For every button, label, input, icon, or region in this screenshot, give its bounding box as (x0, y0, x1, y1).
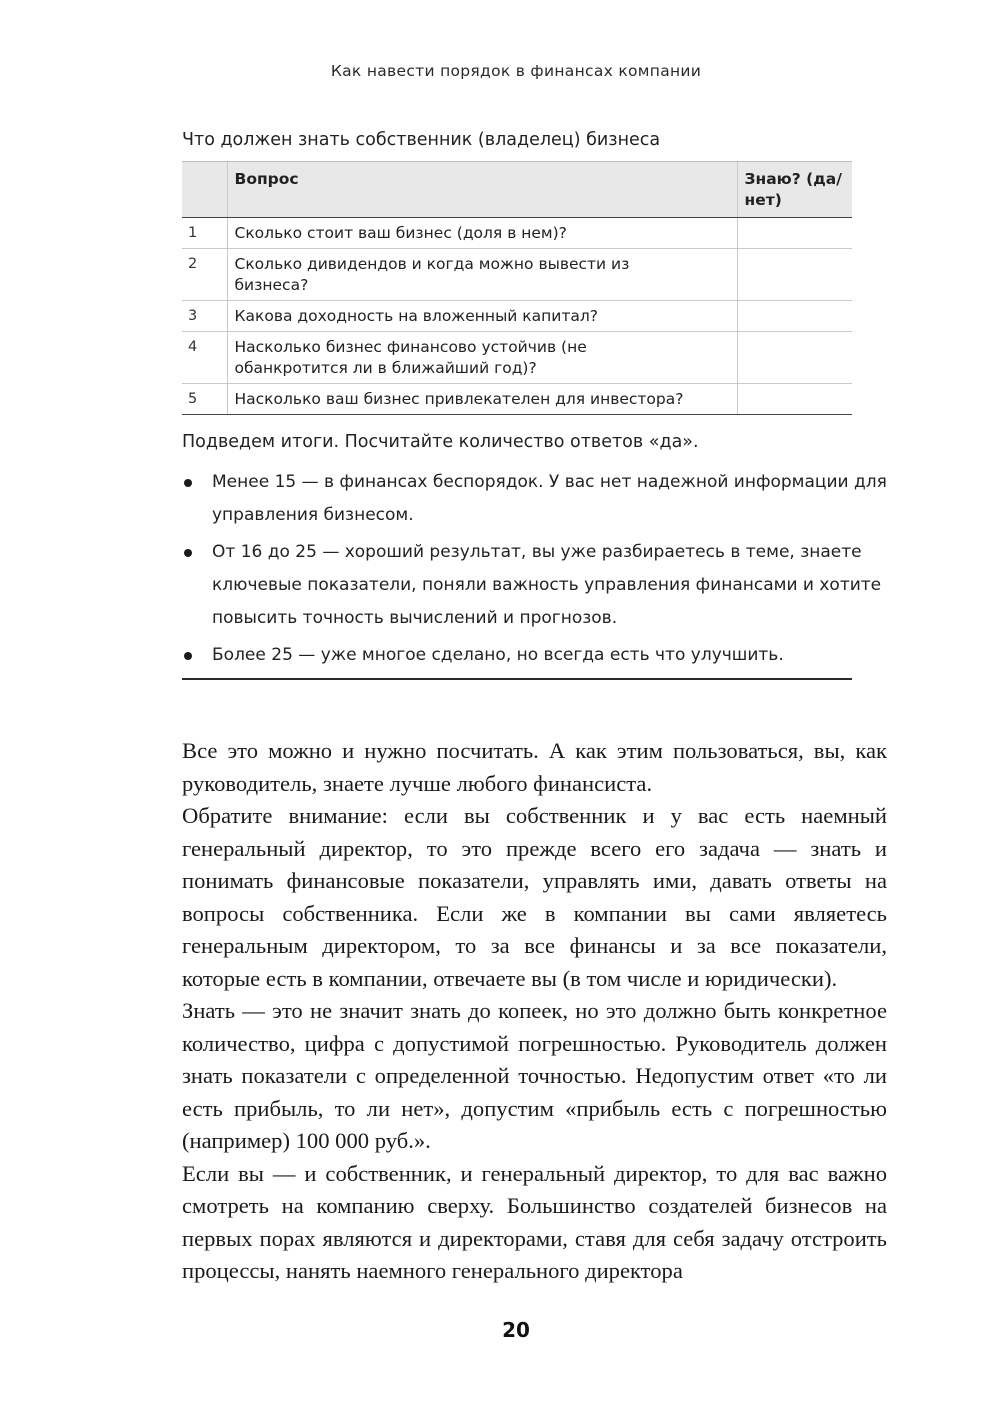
row-number: 3 (182, 301, 227, 332)
owner-questions-table (182, 161, 852, 415)
running-head: Как навести порядок в финансах компании (330, 62, 702, 80)
list-item (182, 639, 887, 672)
bullet-text: Более 25 — уже многое сделано, но всегда есть что улучшить. (212, 645, 784, 665)
row-question (227, 249, 737, 301)
table-header-row (182, 162, 852, 218)
row-answer (737, 249, 852, 301)
bullet-icon (184, 652, 192, 660)
bullet-icon (184, 479, 192, 487)
summary-intro: Подведем итоги. Посчитайте количество ответов «да». (182, 432, 699, 452)
result-bullet-list (182, 466, 887, 676)
bullet-text: От 16 до 25 — хороший результат, вы уже разбираетесь в теме, знаете ключевые показатели, поняли важность управления финансами и хотите повысить точность вычислений и прогнозов. (212, 542, 882, 628)
row-number: 4 (182, 332, 227, 384)
row-number: 5 (182, 384, 227, 415)
row-question-text: Сколько дивидендов и когда можно вывести из бизнеса? (234, 255, 630, 294)
list-item (182, 536, 887, 635)
paragraph: Если вы — и собственник, и генеральный директор, то для вас важно смотреть на компанию сверху. Большинство создателей бизнесов на первых порах являются и директорами, ставя для себя задачу отстроить процессы, нанять наемного генерального директора (182, 1160, 887, 1283)
bullet-icon (184, 549, 192, 557)
list-item (182, 466, 887, 532)
table-row (182, 301, 852, 332)
table-row (182, 384, 852, 415)
row-answer (737, 218, 852, 249)
header-answer: Знаю? (да/нет) (737, 162, 852, 218)
row-question: Какова доходность на вложенный капитал? (227, 301, 737, 332)
table-caption: Что должен знать собственник (владелец) бизнеса (182, 130, 661, 150)
header-question: Вопрос (227, 162, 737, 218)
row-question-text: Насколько бизнес финансово устойчив (не обанкротится ли в ближайший год)? (234, 338, 587, 377)
paragraph: Все это можно и нужно посчитать. А как этим пользоваться, вы, как руководитель, знаете лучше любого финансиста. (182, 738, 887, 796)
table-row (182, 332, 852, 384)
row-answer (737, 332, 852, 384)
table-row (182, 218, 852, 249)
table-row (182, 249, 852, 301)
page-number: 20 (502, 1318, 530, 1342)
row-number: 1 (188, 225, 198, 241)
row-question (227, 332, 737, 384)
row-question: Сколько стоит ваш бизнес (доля в нем)? (227, 218, 737, 249)
paragraph: Знать — это не значит знать до копеек, но это должно быть конкретное количество, цифра с допустимой погрешностью. Руководитель должен знать показатели с определенной точностью. Недопустим ответ «то ли есть прибыль, то ли нет», допустим «прибыль есть с погрешностью (например) 100 000 руб.». (182, 998, 887, 1153)
bullet-text: Менее 15 — в финансах беспорядок. У вас нет надежной информации для управления бизнесом. (212, 472, 887, 525)
row-answer (737, 301, 852, 332)
header-num (182, 162, 227, 218)
row-number: 2 (182, 249, 227, 301)
row-answer (737, 384, 852, 415)
body-text (182, 735, 887, 1288)
row-question: Насколько ваш бизнес привлекателен для инвестора? (227, 384, 737, 415)
section-divider (182, 678, 852, 680)
paragraph: Обратите внимание: если вы собственник и у вас есть наемный генеральный директор, то это прежде всего его задача — знать и понимать финансовые показатели, управлять ими, давать ответы на вопросы собственника. Если же в компании вы сами являетесь генеральным директором, то за все финансы и за все показатели, которые есть в компании, отвечаете вы (в том числе и юридически). (182, 803, 887, 991)
